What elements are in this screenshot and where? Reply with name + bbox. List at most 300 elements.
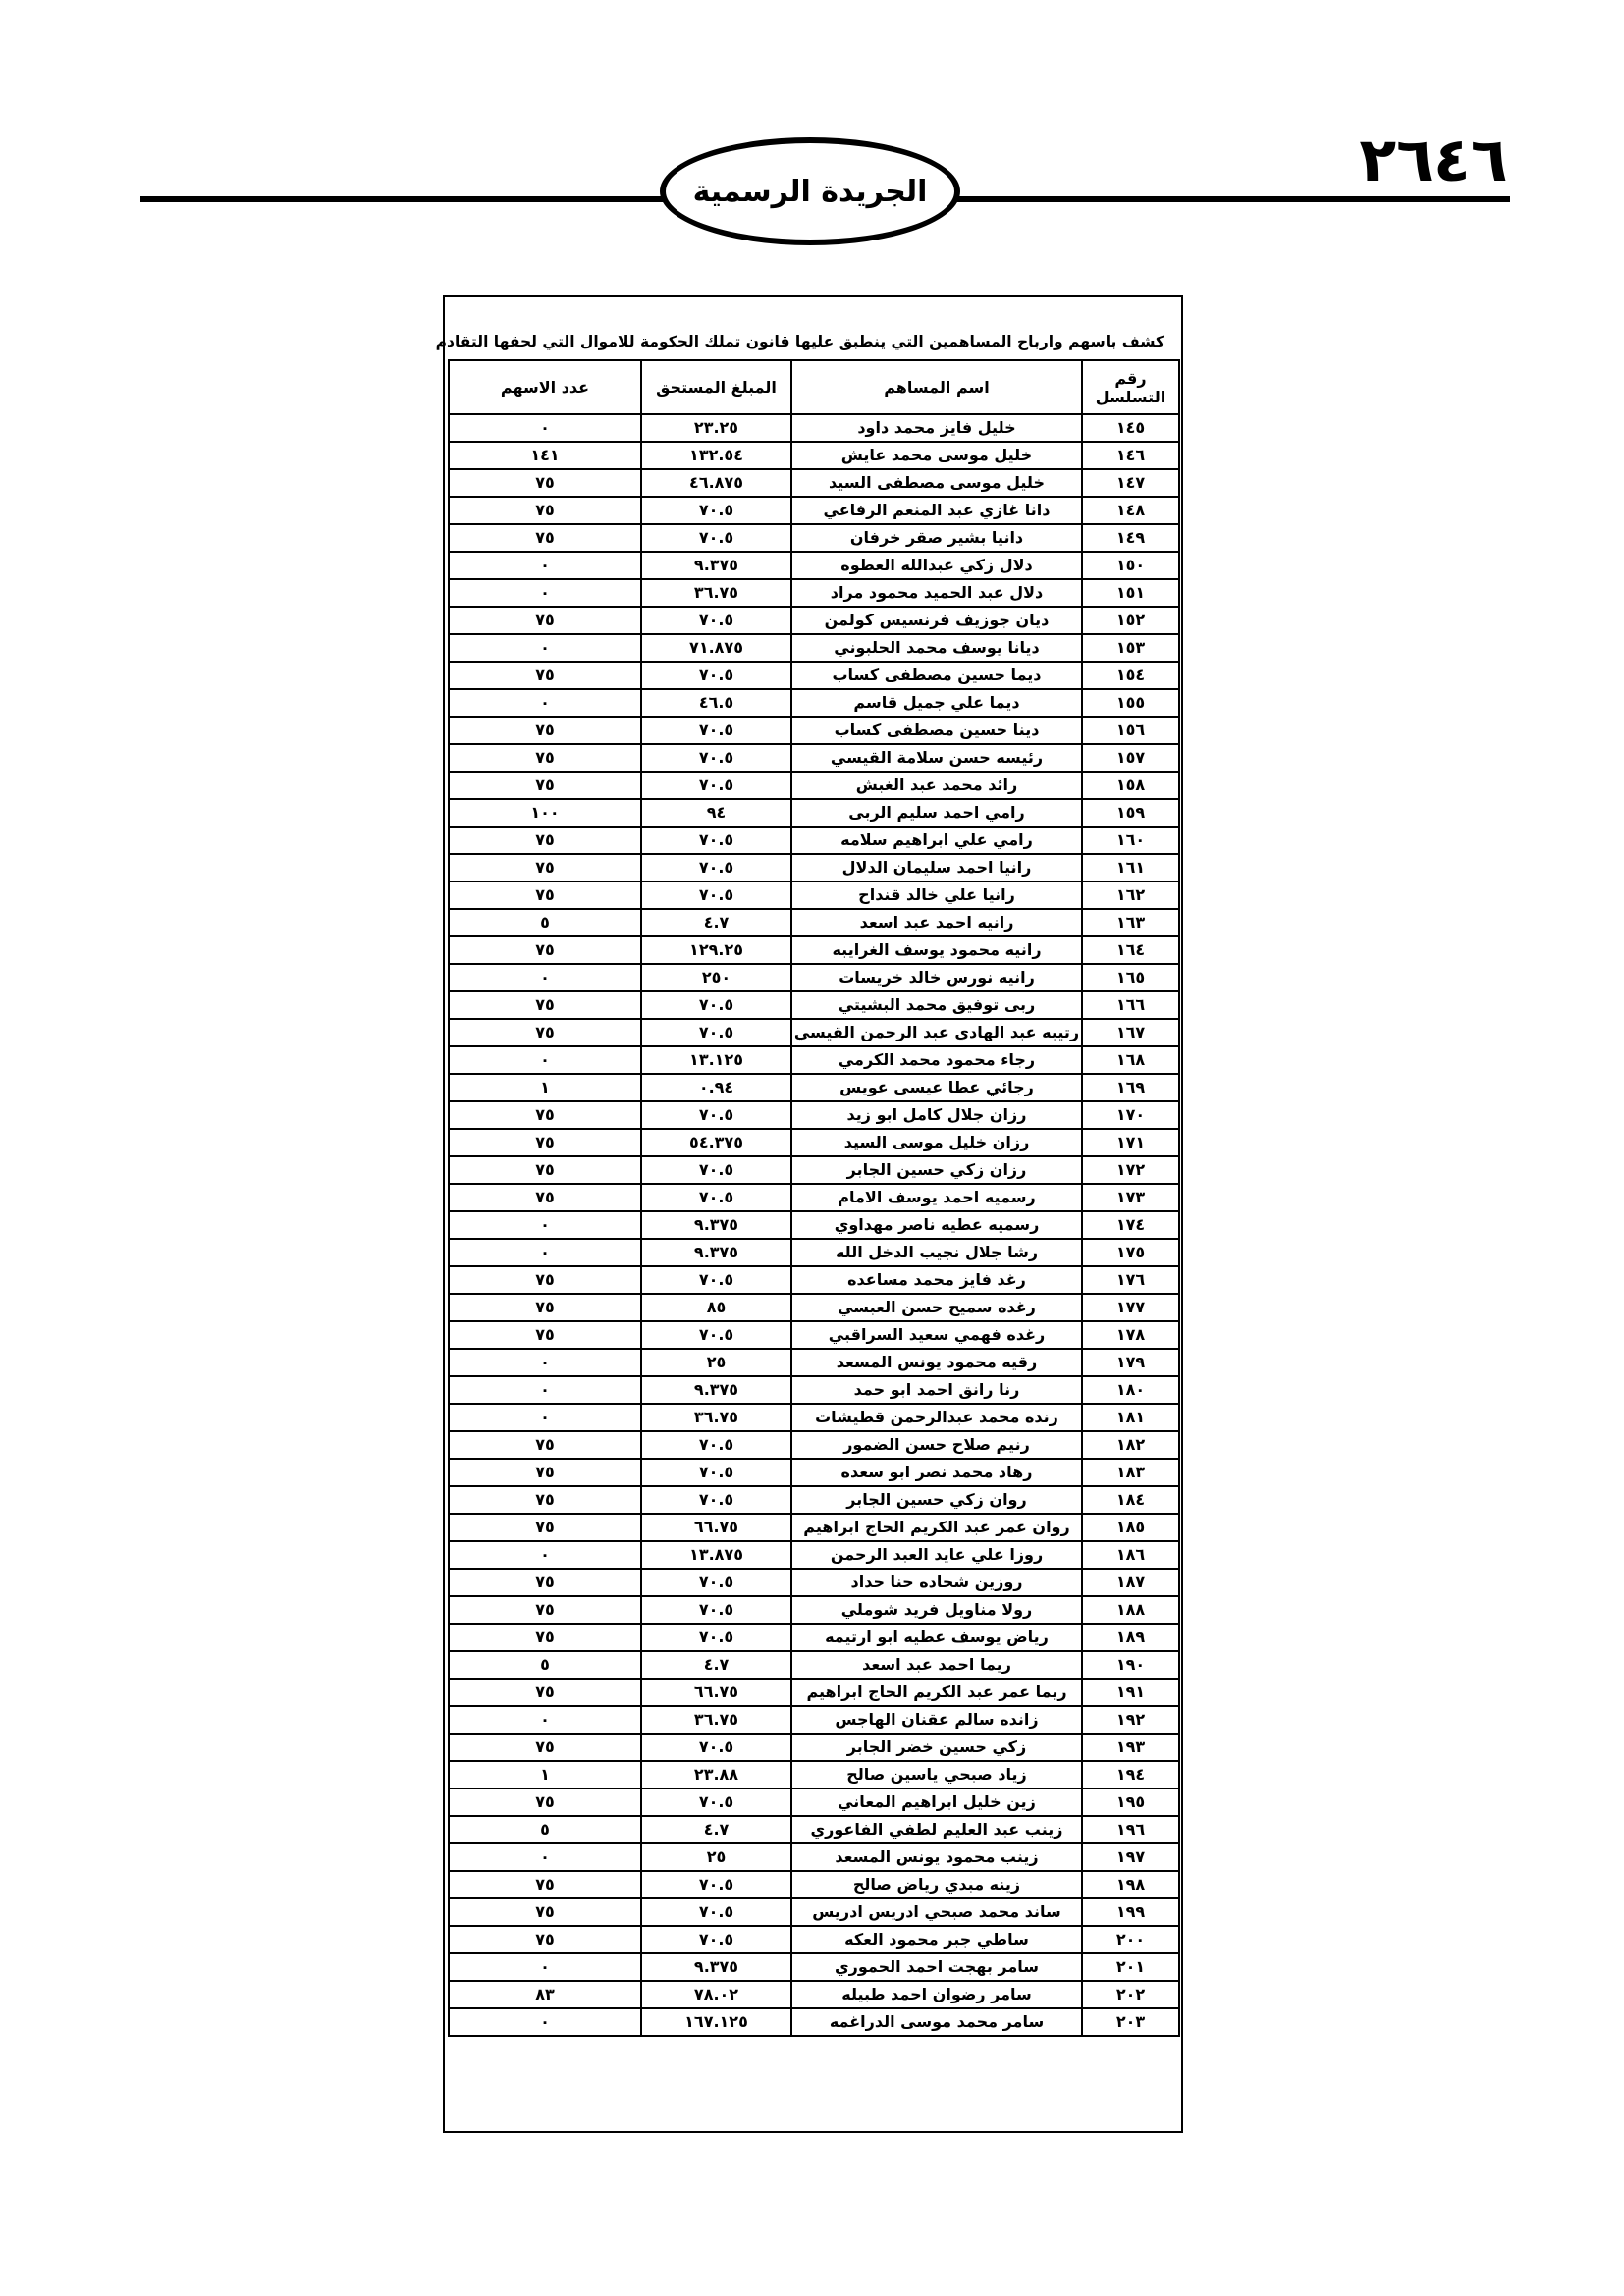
cell-shares: ٠ <box>449 579 641 607</box>
table-row <box>449 1816 1179 1843</box>
cell-amount: ٤٦.٥ <box>641 689 791 717</box>
cell-shares: ٠ <box>449 414 641 442</box>
cell-amount: ٦٦.٧٥ <box>641 1514 791 1541</box>
cell-amount: ٢٣.٢٥ <box>641 414 791 442</box>
table-row <box>449 991 1179 1019</box>
cell-serial: ١٨٤ <box>1082 1486 1179 1514</box>
cell-shares: ٠ <box>449 964 641 991</box>
cell-amount: ٧٠.٥ <box>641 1321 791 1349</box>
cell-name: رنا رانق احمد ابو حمد <box>791 1376 1082 1404</box>
cell-name: رولا مناويل فريد شوملي <box>791 1596 1082 1624</box>
cell-name: رزان خليل موسى السيد <box>791 1129 1082 1156</box>
table-row <box>449 524 1179 552</box>
cell-serial: ١٩٦ <box>1082 1816 1179 1843</box>
table-row <box>449 1266 1179 1294</box>
cell-name: رامي علي ابراهيم سلامه <box>791 827 1082 854</box>
cell-amount: ٤.٧ <box>641 1816 791 1843</box>
cell-name: ريما عمر عبد الكريم الحاج ابراهيم <box>791 1679 1082 1706</box>
cell-serial: ١٦٢ <box>1082 881 1179 909</box>
cell-shares: ٠ <box>449 1404 641 1431</box>
cell-serial: ١٩٧ <box>1082 1843 1179 1871</box>
table-row <box>449 936 1179 964</box>
cell-shares: ٧٥ <box>449 1321 641 1349</box>
table-row <box>449 1156 1179 1184</box>
cell-name: رنيم صلاح حسن الضمور <box>791 1431 1082 1459</box>
table-row <box>449 662 1179 689</box>
table-row <box>449 854 1179 881</box>
cell-shares: ٧٥ <box>449 607 641 634</box>
table-row <box>449 1871 1179 1898</box>
cell-amount: ٤.٧ <box>641 1651 791 1679</box>
column-header-amount: المبلغ المستحق <box>641 360 791 414</box>
cell-amount: ٧٠.٥ <box>641 1789 791 1816</box>
cell-amount: ٧٠.٥ <box>641 772 791 799</box>
cell-name: ربى توفيق محمد البشيتي <box>791 991 1082 1019</box>
table-row <box>449 1679 1179 1706</box>
cell-name: روزين شحاده حنا حداد <box>791 1569 1082 1596</box>
table-row <box>449 1596 1179 1624</box>
cell-serial: ١٨١ <box>1082 1404 1179 1431</box>
cell-serial: ١٨٥ <box>1082 1514 1179 1541</box>
table-row <box>449 1624 1179 1651</box>
table-row <box>449 497 1179 524</box>
table-row <box>449 1349 1179 1376</box>
cell-shares: ٧٥ <box>449 881 641 909</box>
cell-serial: ١٦٩ <box>1082 1074 1179 1101</box>
cell-name: سامر محمد موسى الدراغمه <box>791 2008 1082 2036</box>
cell-amount: ٧٠.٥ <box>641 827 791 854</box>
cell-name: روان عمر عبد الكريم الحاج ابراهيم <box>791 1514 1082 1541</box>
cell-amount: ٧٠.٥ <box>641 1184 791 1211</box>
cell-serial: ١٤٨ <box>1082 497 1179 524</box>
cell-shares: ٧٥ <box>449 1789 641 1816</box>
cell-amount: ٧٠.٥ <box>641 1019 791 1046</box>
cell-shares: ٧٥ <box>449 1871 641 1898</box>
table-row <box>449 1541 1179 1569</box>
shareholders-table <box>448 359 1180 2037</box>
cell-serial: ٢٠٠ <box>1082 1926 1179 1953</box>
table-row <box>449 414 1179 442</box>
cell-amount: ٩.٣٧٥ <box>641 1211 791 1239</box>
cell-shares: ٠ <box>449 1211 641 1239</box>
cell-serial: ١٦٠ <box>1082 827 1179 854</box>
cell-amount: ١٣.١٢٥ <box>641 1046 791 1074</box>
cell-serial: ١٥٢ <box>1082 607 1179 634</box>
cell-serial: ١٨٩ <box>1082 1624 1179 1651</box>
cell-serial: ١٩٤ <box>1082 1761 1179 1789</box>
table-row <box>449 1898 1179 1926</box>
cell-name: رجاء محمود محمد الكرمي <box>791 1046 1082 1074</box>
cell-name: رسميه عطيه ناصر مهداوي <box>791 1211 1082 1239</box>
table-row <box>449 1926 1179 1953</box>
table-row <box>449 579 1179 607</box>
cell-name: رانيه احمد عبد اسعد <box>791 909 1082 936</box>
cell-shares: ٧٥ <box>449 1266 641 1294</box>
cell-shares: ٠ <box>449 2008 641 2036</box>
cell-serial: ٢٠٢ <box>1082 1981 1179 2008</box>
cell-serial: ١٥٠ <box>1082 552 1179 579</box>
cell-name: رشا جلال نجيب الدخل الله <box>791 1239 1082 1266</box>
cell-amount: ٧٠.٥ <box>641 1459 791 1486</box>
cell-serial: ١٨٦ <box>1082 1541 1179 1569</box>
cell-name: روزا علي عايد العبد الرحمن <box>791 1541 1082 1569</box>
cell-name: ساطي جبر محمود العكه <box>791 1926 1082 1953</box>
cell-amount: ١٣.٨٧٥ <box>641 1541 791 1569</box>
cell-name: ديانا يوسف محمد الحلبوني <box>791 634 1082 662</box>
cell-shares: ٧٥ <box>449 662 641 689</box>
cell-serial: ١٤٥ <box>1082 414 1179 442</box>
cell-shares: ٧٥ <box>449 1898 641 1926</box>
cell-amount: ٩.٣٧٥ <box>641 1376 791 1404</box>
cell-serial: ١٧٧ <box>1082 1294 1179 1321</box>
table-row <box>449 1569 1179 1596</box>
table-row <box>449 1129 1179 1156</box>
cell-serial: ١٩١ <box>1082 1679 1179 1706</box>
cell-shares: ٠ <box>449 1541 641 1569</box>
cell-shares: ٧٥ <box>449 1459 641 1486</box>
cell-shares: ٠ <box>449 1349 641 1376</box>
cell-name: دلال عبد الحميد محمود مراد <box>791 579 1082 607</box>
cell-name: دلال زكي عبدالله العطوه <box>791 552 1082 579</box>
table-title: كشف باسهم وارباح المساهمين التي ينطبق عليها قانون تملك الحكومة للاموال التي لحقها التقادم <box>435 333 1164 350</box>
table-row <box>449 909 1179 936</box>
table-row <box>449 1953 1179 1981</box>
cell-amount: ٩.٣٧٥ <box>641 1239 791 1266</box>
cell-shares: ٠ <box>449 552 641 579</box>
cell-amount: ٧٠.٥ <box>641 524 791 552</box>
cell-shares: ٧٥ <box>449 1294 641 1321</box>
table-row <box>449 442 1179 469</box>
cell-name: رائد محمد عبد الغبش <box>791 772 1082 799</box>
cell-amount: ٣٦.٧٥ <box>641 579 791 607</box>
cell-amount: ٧٠.٥ <box>641 1871 791 1898</box>
cell-shares: ٧٥ <box>449 1926 641 1953</box>
cell-name: رغده سميح حسن العبسي <box>791 1294 1082 1321</box>
table-row <box>449 1239 1179 1266</box>
cell-serial: ١٥٤ <box>1082 662 1179 689</box>
cell-amount: ٧٠.٥ <box>641 881 791 909</box>
cell-shares: ٧٥ <box>449 1486 641 1514</box>
table-row <box>449 1734 1179 1761</box>
cell-amount: ١٦٧.١٢٥ <box>641 2008 791 2036</box>
cell-amount: ٣٦.٧٥ <box>641 1706 791 1734</box>
cell-amount: ٧٠.٥ <box>641 1624 791 1651</box>
cell-shares: ٠ <box>449 1843 641 1871</box>
cell-serial: ١٨٢ <box>1082 1431 1179 1459</box>
cell-amount: ٧١.٨٧٥ <box>641 634 791 662</box>
cell-name: دينا حسين مصطفى كساب <box>791 717 1082 744</box>
cell-shares: ٠ <box>449 1376 641 1404</box>
cell-name: رزان زكي حسين الجابر <box>791 1156 1082 1184</box>
cell-name: زينب عبد العليم لطفي الفاعوري <box>791 1816 1082 1843</box>
table-row <box>449 1981 1179 2008</box>
cell-serial: ١٧٦ <box>1082 1266 1179 1294</box>
cell-name: رقيه محمود يونس المسعد <box>791 1349 1082 1376</box>
cell-amount: ٤.٧ <box>641 909 791 936</box>
cell-amount: ٧٠.٥ <box>641 1101 791 1129</box>
cell-serial: ١٥٦ <box>1082 717 1179 744</box>
cell-serial: ١٦٥ <box>1082 964 1179 991</box>
cell-shares: ٧٥ <box>449 991 641 1019</box>
table-row <box>449 1294 1179 1321</box>
table-row <box>449 552 1179 579</box>
table-row <box>449 1514 1179 1541</box>
cell-serial: ١٩٥ <box>1082 1789 1179 1816</box>
cell-shares: ٧٥ <box>449 497 641 524</box>
cell-amount: ٩.٣٧٥ <box>641 552 791 579</box>
table-row <box>449 1789 1179 1816</box>
cell-name: دانا غازي عبد المنعم الرفاعي <box>791 497 1082 524</box>
cell-serial: ١٧٩ <box>1082 1349 1179 1376</box>
cell-name: دانيا بشير صقر خرفان <box>791 524 1082 552</box>
cell-amount: ٧٠.٥ <box>641 991 791 1019</box>
cell-name: رنده محمد عبدالرحمن قطيشات <box>791 1404 1082 1431</box>
cell-amount: ٧٨.٠٢ <box>641 1981 791 2008</box>
cell-name: رتيبه عبد الهادي عبد الرحمن القيسي <box>791 1019 1082 1046</box>
cell-shares: ١ <box>449 1761 641 1789</box>
cell-serial: ٢٠١ <box>1082 1953 1179 1981</box>
cell-serial: ١٤٩ <box>1082 524 1179 552</box>
table-row <box>449 964 1179 991</box>
cell-shares: ١ <box>449 1074 641 1101</box>
table-row <box>449 1706 1179 1734</box>
cell-shares: ٧٥ <box>449 1514 641 1541</box>
cell-name: ساند محمد صبحي ادريس ادريس <box>791 1898 1082 1926</box>
cell-name: ريما احمد عبد اسعد <box>791 1651 1082 1679</box>
cell-serial: ١٨٧ <box>1082 1569 1179 1596</box>
cell-shares: ٧٥ <box>449 772 641 799</box>
cell-amount: ٧٠.٥ <box>641 1734 791 1761</box>
cell-name: روان زكي حسين الجابر <box>791 1486 1082 1514</box>
cell-name: رانيا علي خالد قنداح <box>791 881 1082 909</box>
table-row <box>449 1404 1179 1431</box>
cell-amount: ٩٤ <box>641 799 791 827</box>
cell-shares: ٧٥ <box>449 1734 641 1761</box>
table-row <box>449 469 1179 497</box>
table-row <box>449 1321 1179 1349</box>
cell-name: رجائي عطا عيسى عويس <box>791 1074 1082 1101</box>
cell-amount: ٧٠.٥ <box>641 1898 791 1926</box>
cell-shares: ٧٥ <box>449 1184 641 1211</box>
cell-name: خليل موسى مصطفى السيد <box>791 469 1082 497</box>
cell-name: سامر رضوان احمد طبيله <box>791 1981 1082 2008</box>
cell-amount: ٧٠.٥ <box>641 607 791 634</box>
cell-serial: ١٦٨ <box>1082 1046 1179 1074</box>
cell-amount: ٧٠.٥ <box>641 1431 791 1459</box>
cell-name: رانيا احمد سليمان الدلال <box>791 854 1082 881</box>
cell-name: زينب محمود يونس المسعد <box>791 1843 1082 1871</box>
cell-serial: ١٩٩ <box>1082 1898 1179 1926</box>
cell-shares: ٠ <box>449 1046 641 1074</box>
cell-shares: ٧٥ <box>449 524 641 552</box>
cell-amount: ٦٦.٧٥ <box>641 1679 791 1706</box>
cell-amount: ٧٠.٥ <box>641 717 791 744</box>
table-row <box>449 1651 1179 1679</box>
cell-name: ديما حسين مصطفى كساب <box>791 662 1082 689</box>
cell-shares: ٠ <box>449 1239 641 1266</box>
cell-serial: ١٧٨ <box>1082 1321 1179 1349</box>
table-row <box>449 689 1179 717</box>
cell-shares: ٧٥ <box>449 1569 641 1596</box>
cell-serial: ١٥٣ <box>1082 634 1179 662</box>
cell-shares: ٧٥ <box>449 1679 641 1706</box>
cell-serial: ١٩٢ <box>1082 1706 1179 1734</box>
table-row <box>449 2008 1179 2036</box>
table-row <box>449 634 1179 662</box>
cell-name: خليل فايز محمد داود <box>791 414 1082 442</box>
cell-shares: ٧٥ <box>449 854 641 881</box>
table-row <box>449 1211 1179 1239</box>
cell-name: سامر بهجت احمد الحموري <box>791 1953 1082 1981</box>
cell-amount: ٧٠.٥ <box>641 1486 791 1514</box>
cell-serial: ١٨٨ <box>1082 1596 1179 1624</box>
cell-name: رئيسه حسن سلامة القيسي <box>791 744 1082 772</box>
cell-name: رغد فايز محمد مساعده <box>791 1266 1082 1294</box>
table-row <box>449 772 1179 799</box>
cell-amount: ٧٠.٥ <box>641 1266 791 1294</box>
cell-serial: ١٦١ <box>1082 854 1179 881</box>
cell-name: زين خليل ابراهيم المعاني <box>791 1789 1082 1816</box>
table-row <box>449 1486 1179 1514</box>
cell-serial: ١٤٧ <box>1082 469 1179 497</box>
cell-amount: ٣٦.٧٥ <box>641 1404 791 1431</box>
cell-shares: ٠ <box>449 1706 641 1734</box>
table-row <box>449 607 1179 634</box>
cell-shares: ٧٥ <box>449 717 641 744</box>
table-row <box>449 744 1179 772</box>
cell-name: رانيه محمود يوسف الغرايبه <box>791 936 1082 964</box>
header-oval <box>660 137 960 245</box>
cell-name: زياد صبحي ياسين صالح <box>791 1761 1082 1789</box>
cell-name: زكي حسين خضر الجابر <box>791 1734 1082 1761</box>
cell-amount: ٤٦.٨٧٥ <box>641 469 791 497</box>
cell-amount: ٢٥ <box>641 1349 791 1376</box>
table-row <box>449 1101 1179 1129</box>
gazette-title: الجريدة الرسمية <box>692 174 928 209</box>
cell-name: ديان جوزيف فرنسيس كولمن <box>791 607 1082 634</box>
cell-serial: ١٦٤ <box>1082 936 1179 964</box>
table-header-row <box>449 360 1179 414</box>
cell-name: زينه مبدي رياض صالح <box>791 1871 1082 1898</box>
cell-name: رسميه احمد يوسف الامام <box>791 1184 1082 1211</box>
cell-amount: ٩.٣٧٥ <box>641 1953 791 1981</box>
table-row <box>449 717 1179 744</box>
column-header-shares: عدد الاسهم <box>449 360 641 414</box>
cell-serial: ١٥٩ <box>1082 799 1179 827</box>
cell-shares: ٧٥ <box>449 1156 641 1184</box>
cell-serial: ١٨٠ <box>1082 1376 1179 1404</box>
page-number: ٢٦٤٦ <box>1359 124 1508 195</box>
cell-shares: ٧٥ <box>449 469 641 497</box>
cell-shares: ٠ <box>449 1953 641 1981</box>
cell-amount: ٧٠.٥ <box>641 662 791 689</box>
cell-name: رامي احمد سليم الربى <box>791 799 1082 827</box>
column-header-serial: رقم التسلسل <box>1082 360 1179 414</box>
cell-serial: ١٥٨ <box>1082 772 1179 799</box>
cell-amount: ٧٠.٥ <box>641 1926 791 1953</box>
cell-name: خليل موسى محمد عايش <box>791 442 1082 469</box>
table-row <box>449 1431 1179 1459</box>
cell-serial: ١٧٢ <box>1082 1156 1179 1184</box>
cell-amount: ٧٠.٥ <box>641 497 791 524</box>
cell-shares: ٨٣ <box>449 1981 641 2008</box>
cell-amount: ٧٠.٥ <box>641 744 791 772</box>
cell-shares: ٥ <box>449 1816 641 1843</box>
column-header-name: اسم المساهم <box>791 360 1082 414</box>
cell-shares: ٠ <box>449 689 641 717</box>
cell-serial: ١٥٥ <box>1082 689 1179 717</box>
cell-serial: ١٤٦ <box>1082 442 1179 469</box>
cell-shares: ٧٥ <box>449 1019 641 1046</box>
cell-shares: ٧٥ <box>449 1624 641 1651</box>
cell-shares: ٧٥ <box>449 936 641 964</box>
cell-serial: ١٧٤ <box>1082 1211 1179 1239</box>
cell-serial: ١٧٣ <box>1082 1184 1179 1211</box>
cell-name: رياض يوسف عطيه ابو ارتيمه <box>791 1624 1082 1651</box>
cell-amount: ٠.٩٤ <box>641 1074 791 1101</box>
cell-serial: ١٦٣ <box>1082 909 1179 936</box>
table-row <box>449 1843 1179 1871</box>
cell-amount: ٢٥ <box>641 1843 791 1871</box>
cell-serial: ١٦٧ <box>1082 1019 1179 1046</box>
cell-shares: ٧٥ <box>449 1596 641 1624</box>
cell-serial: ١٩٨ <box>1082 1871 1179 1898</box>
cell-shares: ٧٥ <box>449 744 641 772</box>
cell-amount: ٧٠.٥ <box>641 1596 791 1624</box>
table-row <box>449 1761 1179 1789</box>
cell-serial: ١٧١ <box>1082 1129 1179 1156</box>
cell-shares: ٧٥ <box>449 827 641 854</box>
cell-serial: ١٩٠ <box>1082 1651 1179 1679</box>
table-row <box>449 827 1179 854</box>
cell-shares: ٥ <box>449 909 641 936</box>
cell-name: رهاد محمد نصر ابو سعده <box>791 1459 1082 1486</box>
table-row <box>449 1046 1179 1074</box>
table-row <box>449 1019 1179 1046</box>
cell-name: ديما علي جميل قاسم <box>791 689 1082 717</box>
table-row <box>449 1459 1179 1486</box>
table-row <box>449 881 1179 909</box>
cell-shares: ٧٥ <box>449 1101 641 1129</box>
cell-serial: ٢٠٣ <box>1082 2008 1179 2036</box>
cell-name: رزان جلال كامل ابو زيد <box>791 1101 1082 1129</box>
cell-amount: ٧٠.٥ <box>641 854 791 881</box>
table-row <box>449 1376 1179 1404</box>
cell-amount: ١٢٩.٢٥ <box>641 936 791 964</box>
cell-serial: ١٧٥ <box>1082 1239 1179 1266</box>
cell-shares: ٥ <box>449 1651 641 1679</box>
cell-serial: ١٧٠ <box>1082 1101 1179 1129</box>
table-row <box>449 1184 1179 1211</box>
cell-amount: ٢٥٠ <box>641 964 791 991</box>
cell-name: رانيه نورس خالد خريسات <box>791 964 1082 991</box>
cell-shares: ٠ <box>449 634 641 662</box>
cell-shares: ١٤١ <box>449 442 641 469</box>
cell-amount: ١٣٢.٥٤ <box>641 442 791 469</box>
table-row <box>449 1074 1179 1101</box>
cell-shares: ١٠٠ <box>449 799 641 827</box>
cell-amount: ٧٠.٥ <box>641 1156 791 1184</box>
cell-serial: ١٥١ <box>1082 579 1179 607</box>
cell-amount: ٨٥ <box>641 1294 791 1321</box>
cell-serial: ١٨٣ <box>1082 1459 1179 1486</box>
cell-amount: ٢٣.٨٨ <box>641 1761 791 1789</box>
cell-name: رغده فهمي سعيد السراقبي <box>791 1321 1082 1349</box>
cell-amount: ٥٤.٣٧٥ <box>641 1129 791 1156</box>
cell-amount: ٧٠.٥ <box>641 1569 791 1596</box>
cell-name: زانده سالم عقنان الهاجس <box>791 1706 1082 1734</box>
table-row <box>449 799 1179 827</box>
